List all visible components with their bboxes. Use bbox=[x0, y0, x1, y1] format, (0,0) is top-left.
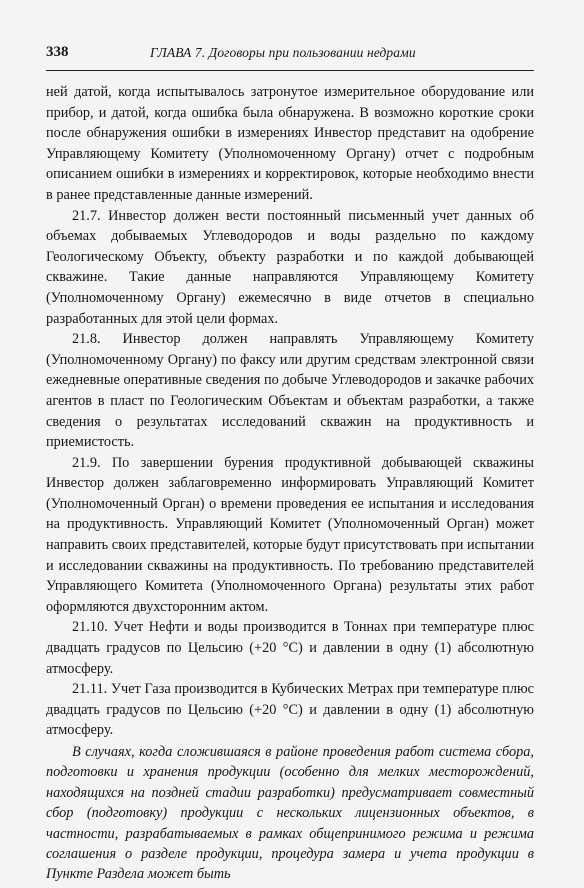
page-header bbox=[46, 44, 534, 66]
header-rule bbox=[46, 70, 534, 71]
paragraph-21-10: 21.10. Учет Нефти и воды производится в Тоннах при температуре плюс двадцать градусов по Цельсию (+20 °С) и давлении в одну (1) абсолютную атмосферу. bbox=[46, 619, 534, 677]
paragraph-21-9: 21.9. По завершении бурения продуктивной добывающей скважины Инвестор должен заблаговременно информировать Управляющий Комитет (Уполномоченный Орган) о времени проведения ее испытания и исследования на продуктивность. Управляющий Комитет (Уполномоченный Орган) может направить своих представителей, которые будут присутствовать при испытании и исследовании скважины на продуктивность. По требованию представителей Управляющего Комитета (Уполномоченного Органа) результаты этих работ оформляются двухсторонним актом. bbox=[46, 454, 534, 615]
paragraph-21-11: 21.11. Учет Газа производится в Кубических Метрах при температуре плюс двадцать градусов по Цельсию (+20 °С) и давлении в одну (1) абсолютную атмосферу. bbox=[46, 681, 534, 739]
page-number: 338 bbox=[46, 44, 69, 60]
running-head: ГЛАВА 7. Договоры при пользовании недрами bbox=[150, 45, 416, 60]
italic-commentary: В случаях, когда сложившаяся в районе проведения работ система сбора, подготовки и хранения продукции (особенно для мелких месторождений, находящихся на поздней стадии разработки) предусматривает совместный сбор (подготовку) продукции с нескольких лицензионных объектов, в частности, разрабатываемых в рамках общепринимого режима и режима соглашения о разделе продукции, процедура замера и учета продукции в Пункте Раздела может быть bbox=[46, 744, 534, 883]
paragraph-21-7: 21.7. Инвестор должен вести постоянный письменный учет данных об объемах добываемых Углеводородов и воды раздельно по каждому Геологическому Объекту, объекту разработки и по каждой добывающей скважине. Такие данные направляются Управляющему Комитету (Уполномоченному Органу) ежемесячно в виде отчетов в специально разработанных для этой цели формах. bbox=[46, 207, 534, 327]
paragraph-21-8: 21.8. Инвестор должен направлять Управляющему Комитету (Уполномоченному Органу) по факсу или другим средствам электронной связи ежедневные оперативные сведения по добыче Углеводородов и закачке рабочих агентов в пласт по Геологическим Объектам и объектам разработки, а также сведения о результатах исследований скважин на продуктивность и приемистость. bbox=[46, 331, 534, 451]
page-body bbox=[46, 82, 534, 885]
paragraph-continuation: ней датой, когда испытывалось затронутое измерительное оборудование или прибор, и датой, когда ошибка была обнаружена. В возможно короткие сроки после обнаружения ошибки в измерениях Инвестор представит на одобрение Управляющему Комитету (Уполномоченному Органу) отчет с подробным описанием ошибки в измерениях и корректировок, которые необходимо внести в ранее представленные данные измерений. bbox=[46, 84, 534, 203]
